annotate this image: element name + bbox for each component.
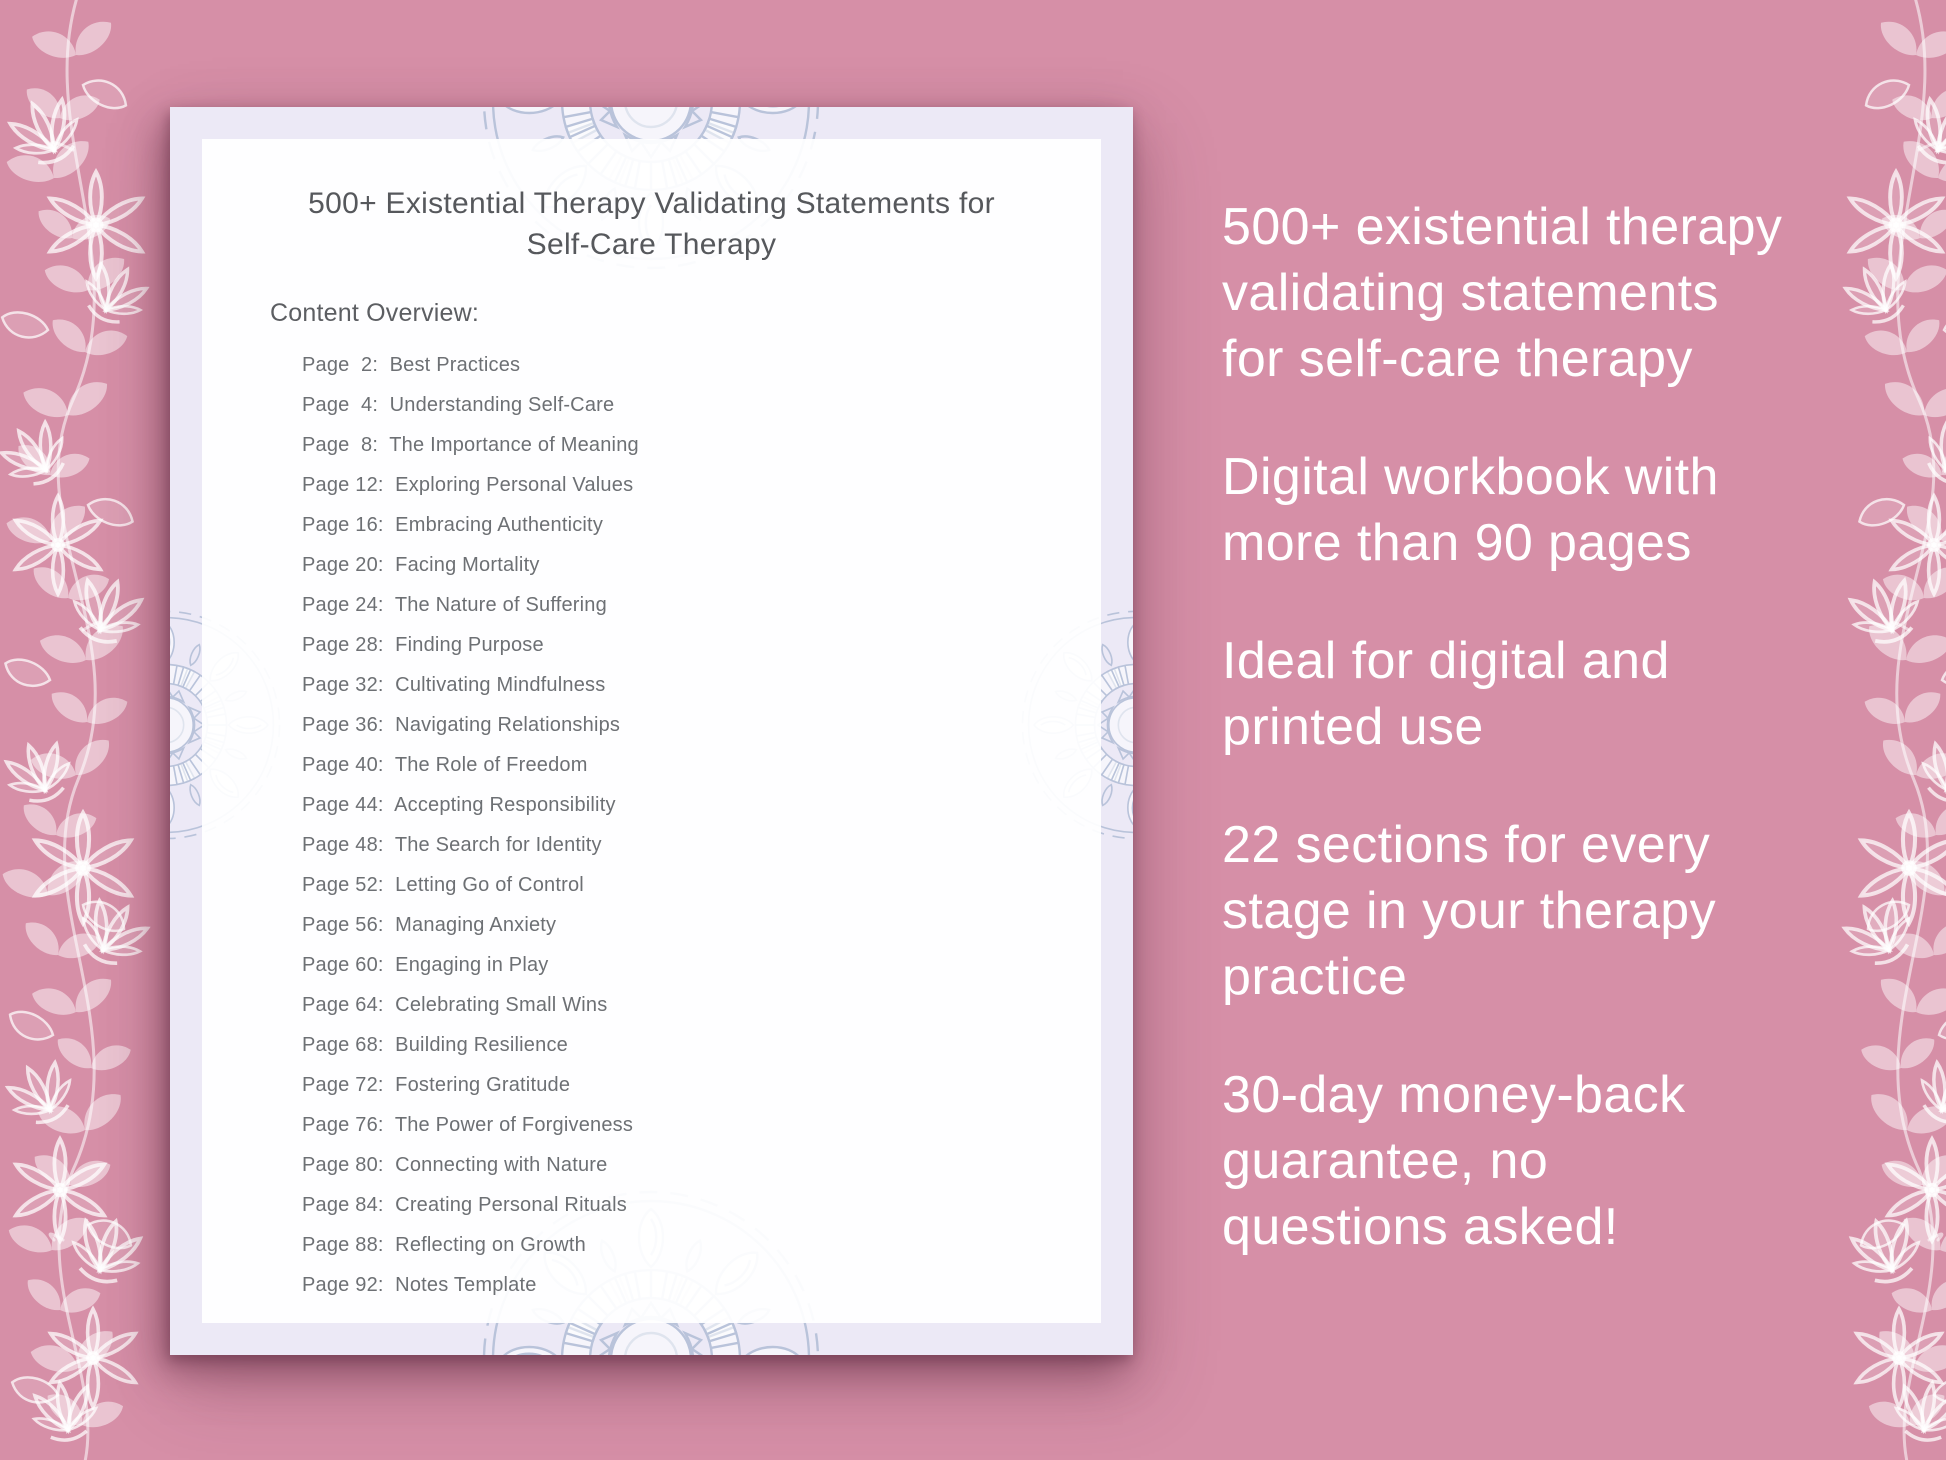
benefit-paragraph: 500+ existential therapy validating statements for self-care therapy xyxy=(1222,198,1783,388)
toc-item: Page 44: Accepting Responsibility xyxy=(302,793,616,816)
toc-item: Page 40: The Role of Freedom xyxy=(302,753,588,776)
toc-item: Page 76: The Power of Forgiveness xyxy=(302,1113,634,1136)
toc-item: Page 8: The Importance of Meaning xyxy=(302,433,639,456)
toc-item: Page 16: Embracing Authenticity xyxy=(302,513,604,536)
toc-item: Page 32: Cultivating Mindfulness xyxy=(302,673,606,696)
toc-item: Page 80: Connecting with Nature xyxy=(302,1153,608,1176)
workbook-page xyxy=(170,107,1133,1355)
toc-item: Page 36: Navigating Relationships xyxy=(302,713,621,736)
page-title: 500+ Existential Therapy Validating Statements for Self-Care Therapy xyxy=(308,187,995,261)
benefit-paragraph: 22 sections for every stage in your therapy practice xyxy=(1222,816,1717,1006)
content-overview-label: Content Overview: xyxy=(270,299,480,327)
benefit-paragraph: 30-day money-back guarantee, no questions asked! xyxy=(1222,1066,1686,1256)
toc-item: Page 68: Building Resilience xyxy=(302,1033,568,1056)
toc-item: Page 64: Celebrating Small Wins xyxy=(302,993,608,1016)
benefit-paragraph: Ideal for digital and printed use xyxy=(1222,632,1670,756)
toc-item: Page 24: The Nature of Suffering xyxy=(302,593,607,616)
toc-item: Page 72: Fostering Gratitude xyxy=(302,1073,571,1096)
toc-item: Page 92: Notes Template xyxy=(302,1273,537,1296)
toc-item: Page 84: Creating Personal Rituals xyxy=(302,1193,627,1216)
toc-item: Page 60: Engaging in Play xyxy=(302,953,549,976)
toc-item: Page 88: Reflecting on Growth xyxy=(302,1233,586,1256)
toc-item: Page 52: Letting Go of Control xyxy=(302,873,584,896)
table-of-contents xyxy=(202,345,1101,1305)
toc-item: Page 56: Managing Anxiety xyxy=(302,913,557,936)
toc-item: Page 4: Understanding Self-Care xyxy=(302,393,615,416)
toc-item: Page 12: Exploring Personal Values xyxy=(302,473,634,496)
toc-item: Page 20: Facing Mortality xyxy=(302,553,540,576)
benefits-column xyxy=(1222,194,1922,1260)
benefit-paragraph: Digital workbook with more than 90 pages xyxy=(1222,448,1719,572)
toc-item: Page 48: The Search for Identity xyxy=(302,833,602,856)
floral-vine-decoration-left xyxy=(0,0,158,1460)
toc-item: Page 2: Best Practices xyxy=(302,353,521,376)
page-content-panel xyxy=(202,139,1101,1323)
toc-item: Page 28: Finding Purpose xyxy=(302,633,544,656)
